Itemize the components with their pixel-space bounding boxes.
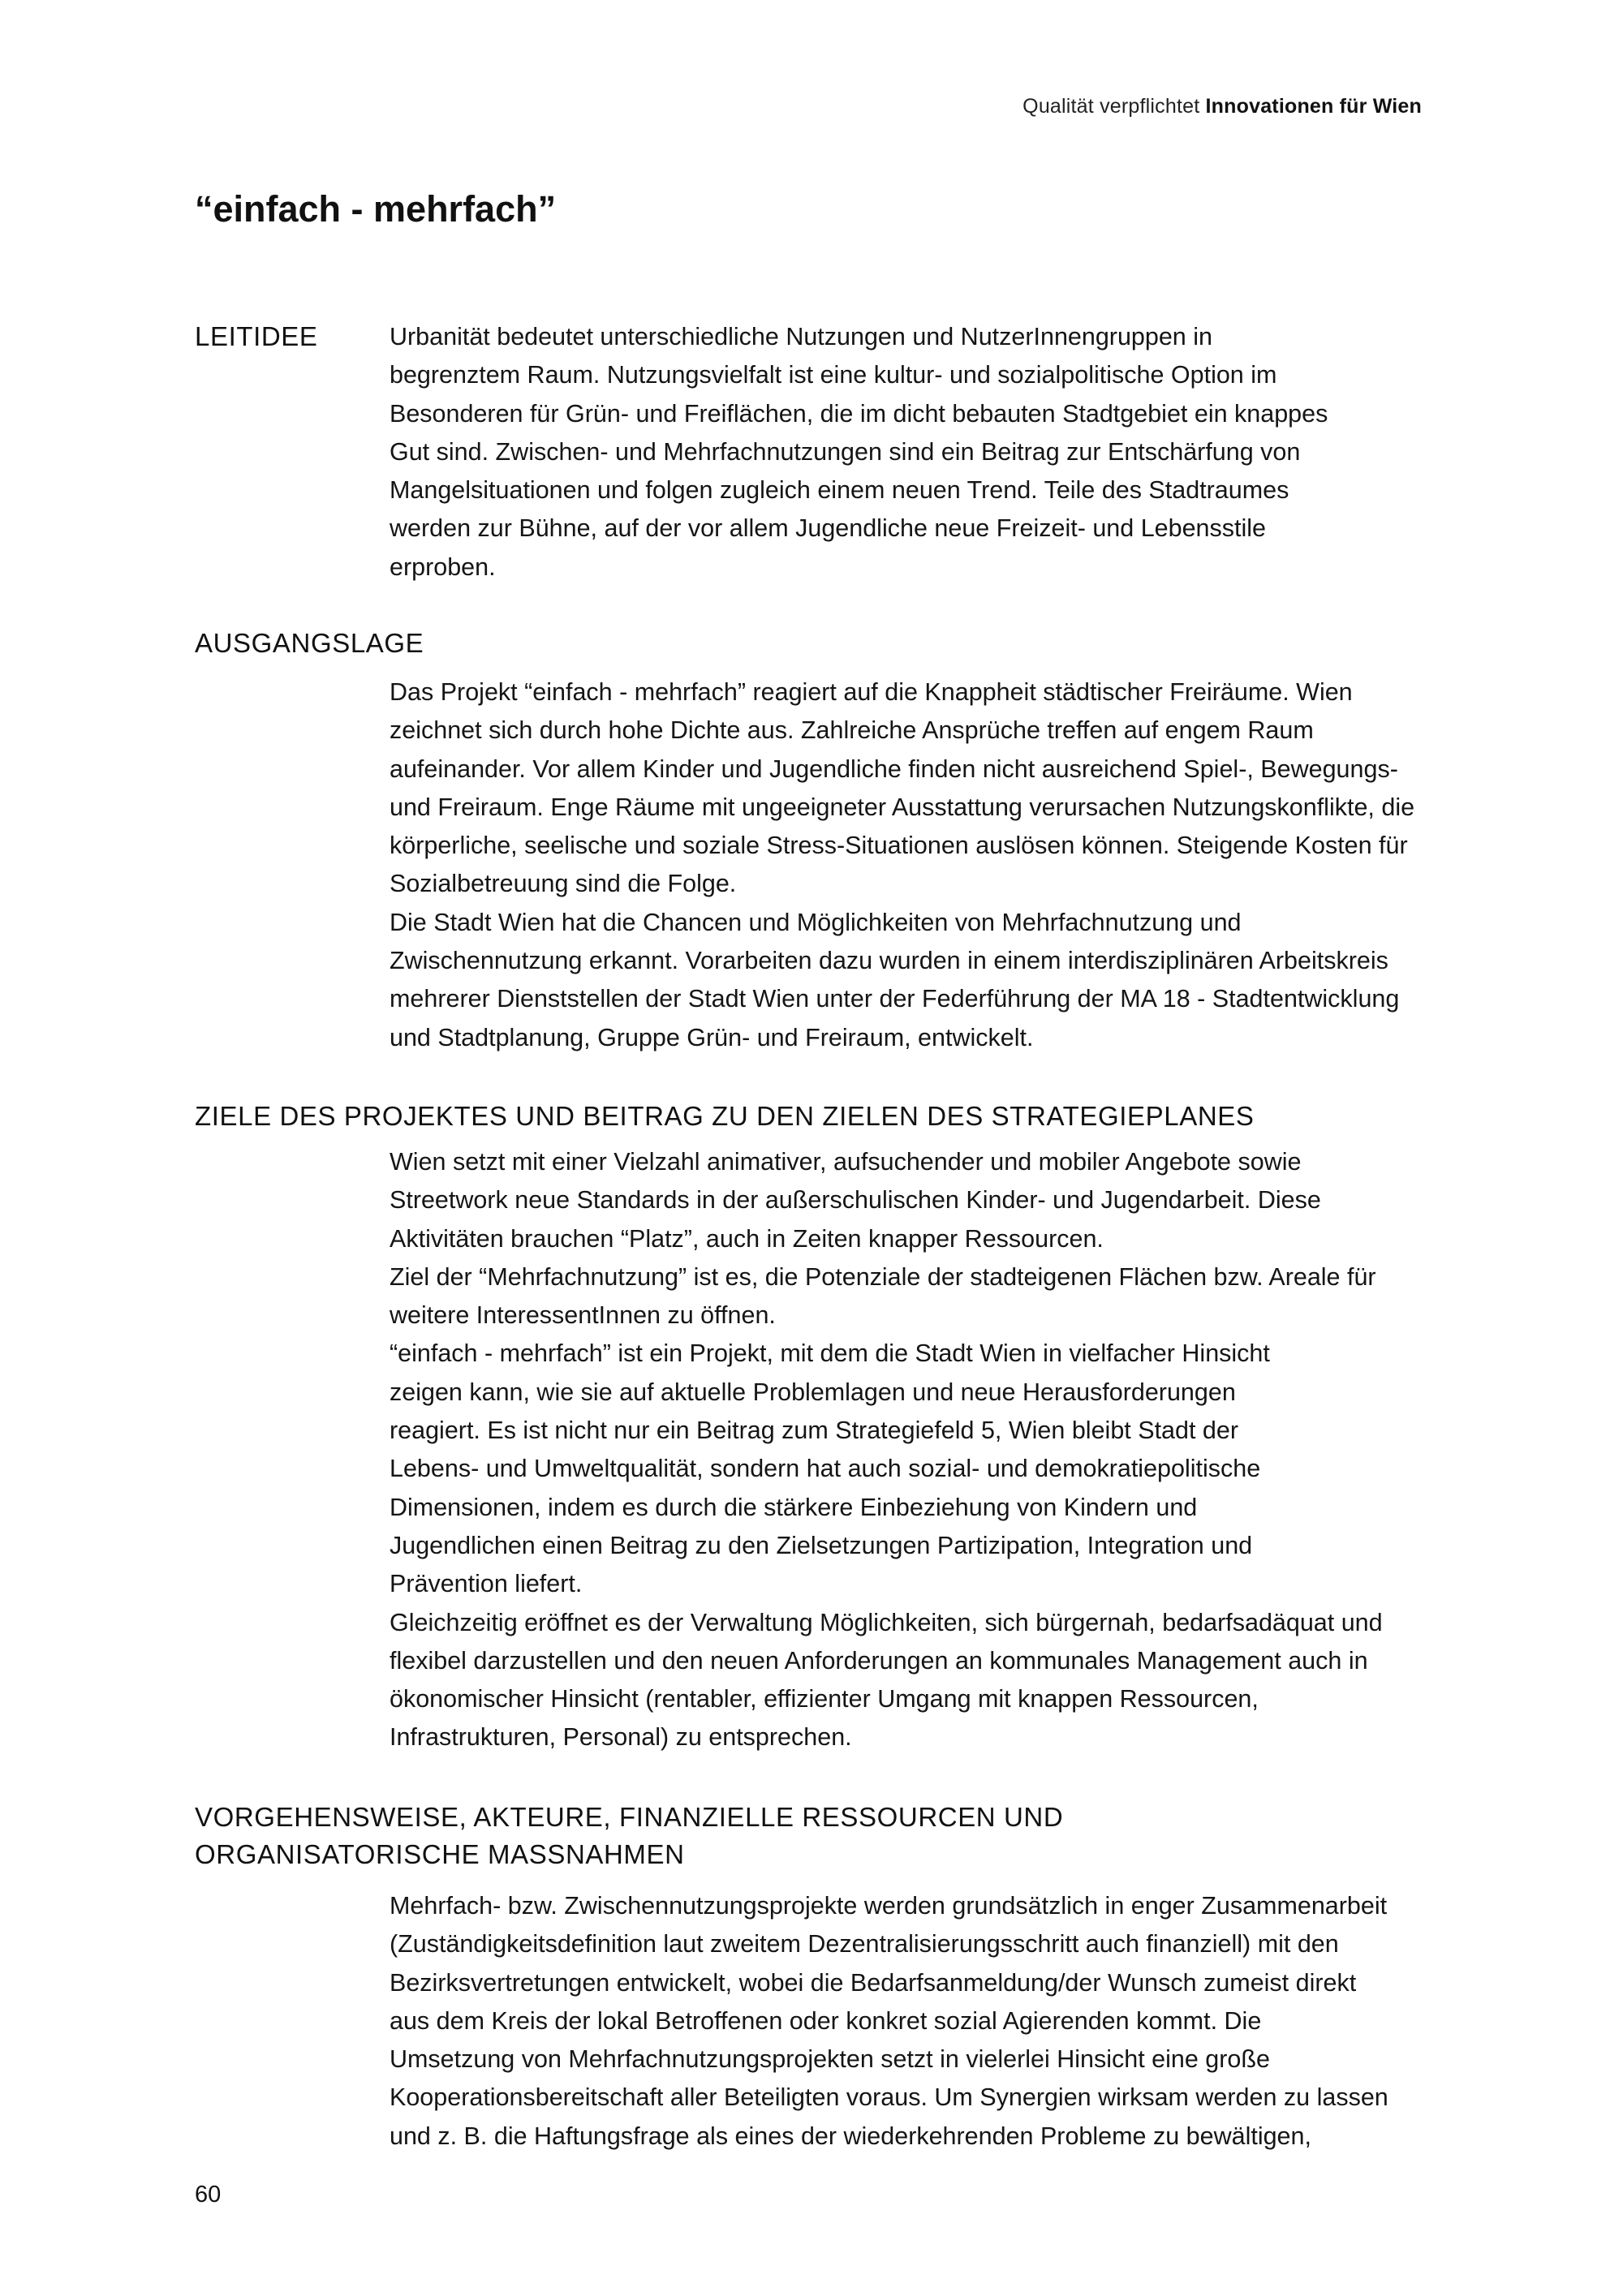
paragraph-line: (Zuständigkeitsdefinition laut zweitem Dezentralisierungsschritt auch finanziell) mit den xyxy=(390,1930,1339,1958)
section-label-ausgangslage: AUSGANGSLAGE xyxy=(195,628,424,658)
section-label-ziele: ZIELE DES PROJEKTES UND BEITRAG ZU DEN ZIELEN DES STRATEGIEPLANES xyxy=(195,1101,1255,1131)
paragraph-line: Umsetzung von Mehrfachnutzungsprojekten setzt in vielerlei Hinsicht eine große xyxy=(390,2045,1270,2074)
paragraph-line: erproben. xyxy=(390,553,496,581)
paragraph-line: werden zur Bühne, auf der vor allem Jugendliche neue Freizeit- und Lebensstile xyxy=(390,514,1266,543)
paragraph-line: Jugendlichen einen Beitrag zu den Zielsetzungen Partizipation, Integration und xyxy=(390,1531,1253,1559)
paragraph-line: “einfach - mehrfach” ist ein Projekt, mit dem die Stadt Wien in vielfacher Hinsicht xyxy=(390,1339,1270,1368)
paragraph-line: und Freiraum. Enge Räume mit ungeeigneter Ausstattung verursachen Nutzungskonflikte, die xyxy=(390,793,1415,821)
paragraph-line: aus dem Kreis der lokal Betroffenen oder konkret sozial Agierenden kommt. Die xyxy=(390,2006,1262,2035)
section-body-ausgangslage xyxy=(390,673,1534,1057)
section-body-vorgehensweise xyxy=(390,1887,1534,2156)
paragraph-line: Ziel der “Mehrfachnutzung” ist es, die Potenziale der stadteigenen Flächen bzw. Areale für xyxy=(390,1262,1376,1291)
paragraph-line: Die Stadt Wien hat die Chancen und Möglichkeiten von Mehrfachnutzung und xyxy=(390,908,1242,936)
paragraph-line: Lebens- und Umweltqualität, sondern hat auch sozial- und demokratiepolitische xyxy=(390,1455,1261,1483)
paragraph-line: Mangelsituationen und folgen zugleich einem neuen Trend. Teile des Stadtraumes xyxy=(390,476,1289,505)
paragraph-line: aufeinander. Vor allem Kinder und Jugendliche finden nicht ausreichend Spiel-, Bewegungs- xyxy=(390,755,1398,783)
section-label-line: ORGANISATORISCHE MASSNAHMEN xyxy=(195,1839,685,1869)
page-number: 60 xyxy=(195,2182,222,2208)
paragraph-line: flexibel darzustellen und den neuen Anforderungen an kommunales Management auch in xyxy=(390,1646,1368,1675)
paragraph-line: Infrastrukturen, Personal) zu entsprechen. xyxy=(390,1723,852,1752)
paragraph-line: Mehrfach- bzw. Zwischennutzungsprojekte werden grundsätzlich in enger Zusammenarbeit xyxy=(390,1892,1388,1920)
paragraph-line: Urbanität bedeutet unterschiedliche Nutzungen und NutzerInnengruppen in xyxy=(390,323,1212,350)
paragraph-line: reagiert. Es ist nicht nur ein Beitrag zum Strategiefeld 5, Wien bleibt Stadt der xyxy=(390,1417,1238,1445)
paragraph-line: ökonomischer Hinsicht (rentabler, effizienter Umgang mit knappen Ressourcen, xyxy=(390,1685,1259,1713)
paragraph-line: begrenztem Raum. Nutzungsvielfalt ist eine kultur- und sozialpolitische Option im xyxy=(390,361,1277,389)
page-title: “einfach - mehrfach” xyxy=(195,188,557,230)
paragraph-line: zeichnet sich durch hohe Dichte aus. Zahlreiche Ansprüche treffen auf engem Raum xyxy=(390,716,1314,745)
paragraph-line: Bezirksvertretungen entwickelt, wobei die Bedarfsanmeldung/der Wunsch zumeist direkt xyxy=(390,1968,1357,1997)
paragraph-line: Zwischennutzung erkannt. Vorarbeiten dazu wurden in einem interdisziplinären Arbeitskreis xyxy=(390,947,1388,975)
paragraph-line: Wien setzt mit einer Vielzahl animativer, aufsuchender und mobiler Angebote sowie xyxy=(390,1148,1302,1176)
paragraph-line: Dimensionen, indem es durch die stärkere Einbeziehung von Kindern und xyxy=(390,1493,1198,1521)
section-label-leitidee: LEITIDEE xyxy=(195,321,318,351)
paragraph-line: körperliche, seelische und soziale Stress-Situationen auslösen können. Steigende Kosten für xyxy=(390,832,1408,860)
section-label-line: VORGEHENSWEISE, AKTEURE, FINANZIELLE RESSOURCEN UND xyxy=(195,1802,1064,1832)
section-body-leitidee xyxy=(390,318,1534,587)
paragraph-line: zeigen kann, wie sie auf aktuelle Problemlagen und neue Herausforderungen xyxy=(390,1378,1236,1406)
paragraph-line: Prävention liefert. xyxy=(390,1570,583,1598)
running-header xyxy=(1022,95,1422,118)
paragraph-line: mehrerer Dienststellen der Stadt Wien unter der Federführung der MA 18 - Stadtentwicklung xyxy=(390,985,1400,1013)
running-header-prefix: Qualität verpflichtet xyxy=(1022,95,1200,118)
running-header-emphasis: Innovationen für Wien xyxy=(1205,95,1422,118)
paragraph-line: Streetwork neue Standards in der außerschulischen Kinder- und Jugendarbeit. Diese xyxy=(390,1186,1321,1215)
section-label-vorgehensweise xyxy=(195,1799,1063,1873)
paragraph-line: Gut sind. Zwischen- und Mehrfachnutzungen sind ein Beitrag zur Entschärfung von xyxy=(390,437,1301,466)
paragraph-line: weitere InteressentInnen zu öffnen. xyxy=(390,1301,776,1330)
paragraph-line: Besonderen für Grün- und Freiflächen, die im dicht bebauten Stadtgebiet ein knappes xyxy=(390,399,1328,428)
paragraph-line: Sozialbetreuung sind die Folge. xyxy=(390,870,737,898)
paragraph-line: Gleichzeitig eröffnet es der Verwaltung Möglichkeiten, sich bürgernah, bedarfsadäquat und xyxy=(390,1608,1383,1636)
paragraph-line: und Stadtplanung, Gruppe Grün- und Freiraum, entwickelt. xyxy=(390,1023,1034,1051)
section-body-ziele xyxy=(390,1143,1534,1757)
paragraph-line: Aktivitäten brauchen “Platz”, auch in Zeiten knapper Ressourcen. xyxy=(390,1224,1104,1253)
paragraph-line: Kooperationsbereitschaft aller Beteiligten voraus. Um Synergien wirksam werden zu lassen xyxy=(390,2083,1388,2112)
paragraph-line: und z. B. die Haftungsfrage als eines der wiederkehrenden Probleme zu bewältigen, xyxy=(390,2122,1311,2150)
paragraph-line: Das Projekt “einfach - mehrfach” reagiert auf die Knappheit städtischer Freiräume. Wien xyxy=(390,678,1353,706)
